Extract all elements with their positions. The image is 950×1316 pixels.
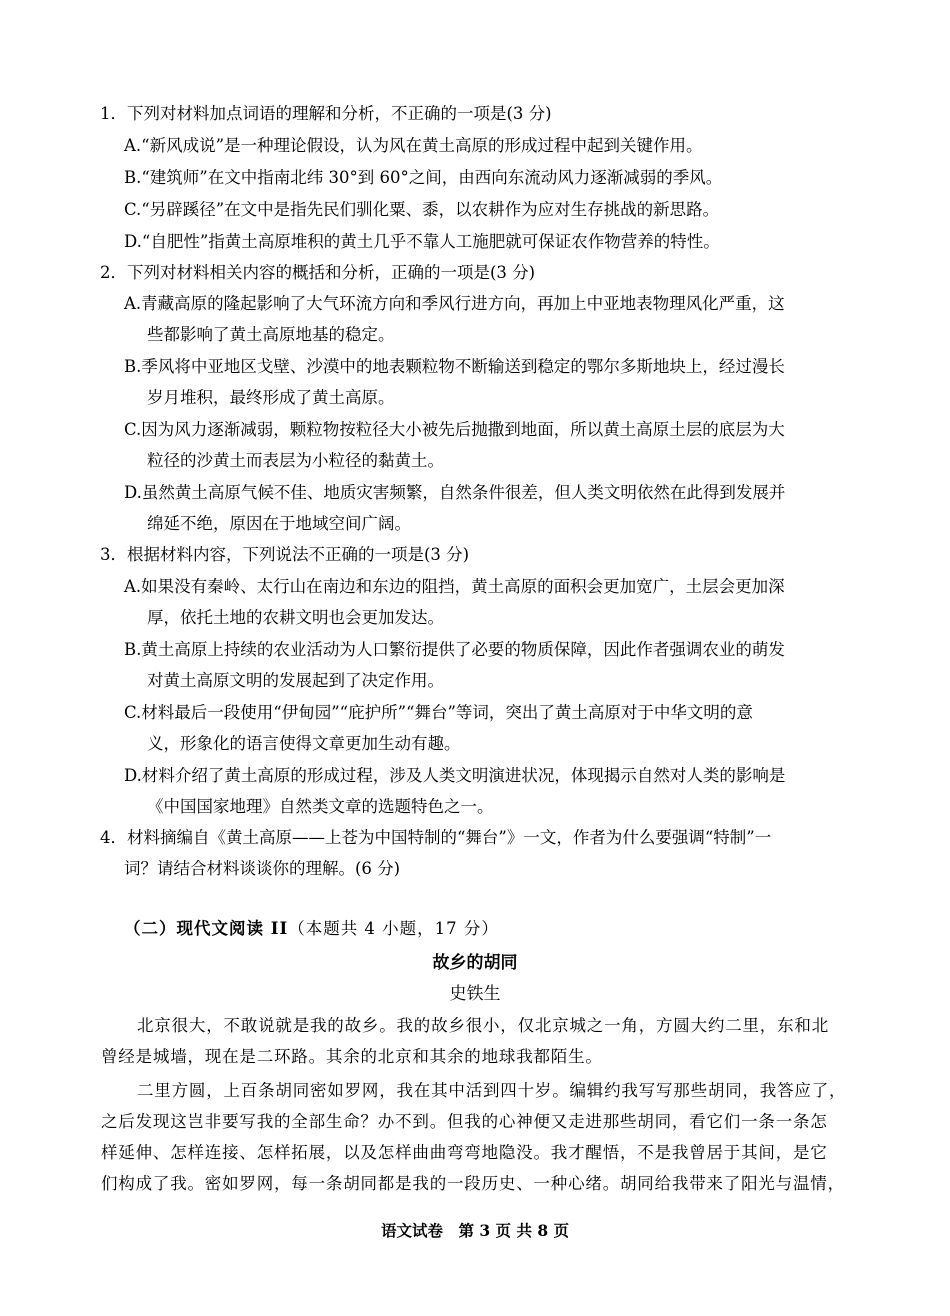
- article-paragraph-1-line-1: 北京很大，不敢说就是我的故乡。我的故乡很小，仅北京城之一角，方圆大约二里，东和北: [137, 1016, 829, 1035]
- question-2-option-d-cont: 绵延不绝，原因在于地域空间广阔。: [147, 514, 411, 533]
- question-2-stem: 2．下列对材料相关内容的概括和分析，正确的一项是(3 分): [100, 263, 536, 282]
- question-3-option-c: C.材料最后一段使用“伊甸园”“庇护所”“舞台”等词，突出了黄土高原对于中华文明的意: [124, 703, 753, 722]
- question-3-option-a: A.如果没有秦岭、太行山在南边和东边的阻挡，黄土高原的面积会更加宽广，土层会更加深: [124, 577, 785, 596]
- section-heading: [124, 918, 499, 940]
- question-3-option-b-cont: 对黄土高原文明的发展起到了决定作用。: [147, 671, 444, 690]
- question-4-stem-cont: 词？请结合材料谈谈你的理解。(6 分): [124, 859, 401, 878]
- section-heading-note: （本题共 4 小题，17 分）: [288, 919, 499, 938]
- question-3-option-c-cont: 义，形象化的语言使得文章更加生动有趣。: [147, 734, 461, 753]
- question-4-stem: 4．材料摘编自《黄土高原——上苍为中国特制的“舞台”》一文，作者为什么要强调“特制”一: [100, 828, 772, 847]
- article-author: 史铁生: [449, 984, 501, 1004]
- article-paragraph-1-line-2: 曾经是城墙，现在是二环路。其余的北京和其余的地球我都陌生。: [101, 1047, 603, 1066]
- article-paragraph-2-line-1: 二里方圆，上百条胡同密如罗网，我在其中活到四十岁。编辑约我写写那些胡同，我答应了，: [137, 1081, 847, 1100]
- question-3-stem: 3．根据材料内容，下列说法不正确的一项是(3 分): [100, 545, 470, 564]
- question-1-option-c: C.“另辟蹊径”在文中是指先民们驯化粟、黍，以农耕作为应对生存挑战的新思路。: [124, 200, 720, 219]
- question-2-option-b: B.季风将中亚地区戈壁、沙漠中的地表颗粒物不断输送到稳定的鄂尔多斯地块上，经过漫长: [124, 357, 785, 376]
- article-title: 故乡的胡同: [432, 953, 518, 973]
- question-3-option-a-cont: 厚，依托土地的农耕文明也会更加发达。: [147, 608, 444, 627]
- question-2-option-b-cont: 岁月堆积，最终形成了黄土高原。: [147, 388, 395, 407]
- question-2-option-d: D.虽然黄土高原气候不佳、地质灾害频繁，自然条件很差，但人类文明依然在此得到发展并: [124, 483, 786, 502]
- question-2-option-a-cont: 些都影响了黄土高原地基的稳定。: [147, 325, 395, 344]
- page-footer: 语文试卷 第 3 页 共 8 页: [380, 1221, 570, 1240]
- question-2-option-c-cont: 粒径的沙黄土而表层为小粒径的黏黄土。: [147, 451, 444, 470]
- question-2-option-a: A.青藏高原的隆起影响了大气环流方向和季风行进方向，再加上中亚地表物理风化严重，这: [124, 294, 785, 313]
- question-3-option-d-cont: 《中国国家地理》自然类文章的选题特色之一。: [147, 797, 494, 816]
- article-paragraph-2-line-4: 们构成了我。密如罗网，每一条胡同都是我的一段历史、一种心绪。胡同给我带来了阳光与温情，: [101, 1174, 845, 1193]
- question-1-stem: 1．下列对材料加点词语的理解和分析，不正确的一项是(3 分): [100, 104, 552, 123]
- question-3-option-d: D.材料介绍了黄土高原的形成过程，涉及人类文明演进状况，体现揭示自然对人类的影响是: [124, 766, 786, 785]
- article-paragraph-2-line-3: 样延伸、怎样连接、怎样拓展，以及怎样曲曲弯弯地隐没。我才醒悟，不是我曾居于其间，是它: [101, 1143, 828, 1162]
- question-1-option-b: B.“建筑师”在文中指南北纬 30°到 60°之间，由西向东流动风力逐渐减弱的季风。: [124, 168, 723, 187]
- question-2-option-c: C.因为风力逐渐减弱，颗粒物按粒径大小被先后抛撒到地面，所以黄土高原土层的底层为大: [124, 420, 785, 439]
- section-heading-title: （二）现代文阅读 II: [124, 919, 289, 938]
- question-1-option-d: D.“自肥性”指黄土高原堆积的黄土几乎不靠人工施肥就可保证农作物营养的特性。: [124, 232, 720, 251]
- question-3-option-b: B.黄土高原上持续的农业活动为人口繁衍提供了必要的物质保障，因此作者强调农业的萌发: [124, 640, 785, 659]
- question-1-option-a: A.“新风成说”是一种理论假设，认为风在黄土高原的形成过程中起到关键作用。: [124, 136, 703, 155]
- article-paragraph-2-line-2: 之后发现这岂非要写我的全部生命？办不到。但我的心神便又走进那些胡同，看它们一条一条怎: [101, 1112, 828, 1131]
